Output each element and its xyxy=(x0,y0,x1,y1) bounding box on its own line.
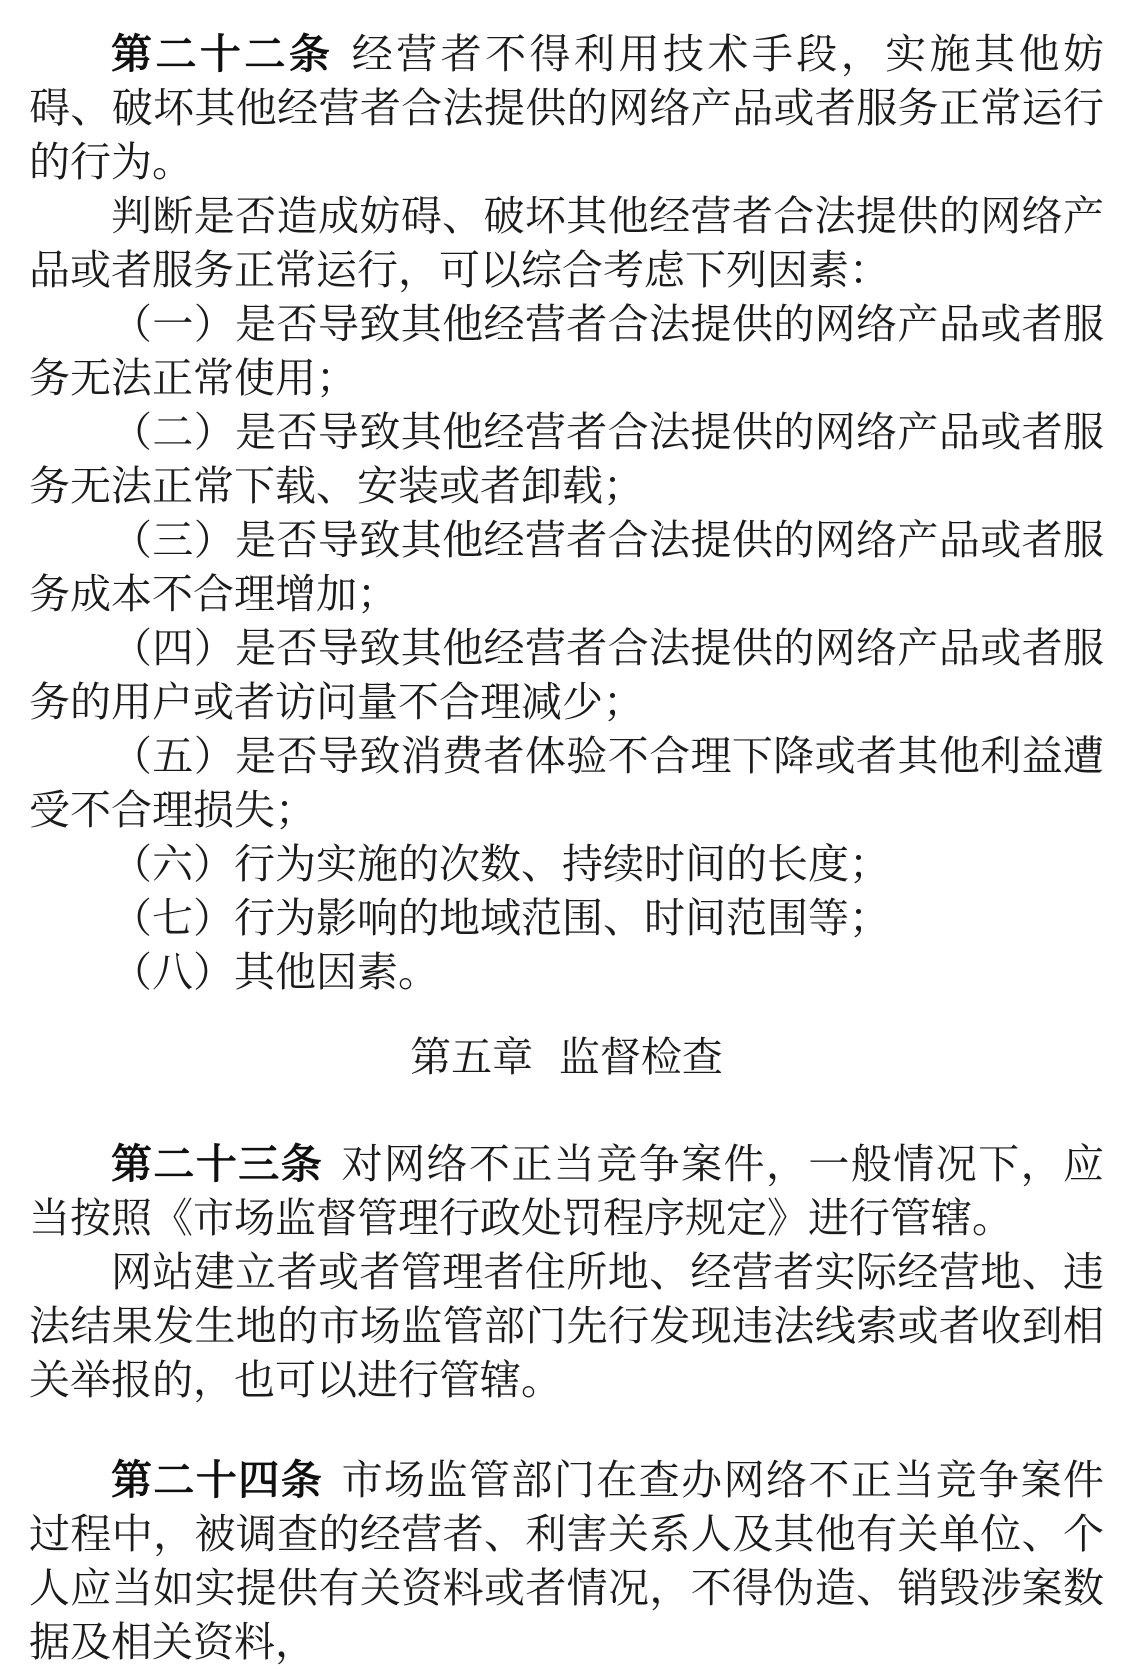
article-23-text: 对网络不正当竞争案件，一般情况下，应当按照《市场监督管理行政处罚程序规定》进行管辖。 xyxy=(29,1141,1105,1241)
factor-item-4: （四）是否导致其他经营者合法提供的网络产品或者服务的用户或者访问量不合理减少； xyxy=(29,625,1104,725)
article-23-paragraph-1 xyxy=(29,1137,1104,1245)
factor-item-6: （六）行为实施的次数、持续时间的长度； xyxy=(111,841,890,887)
factor-item-3: （三）是否导致其他经营者合法提供的网络产品或者服务成本不合理增加； xyxy=(29,517,1104,617)
judging-intro-paragraph: 判断是否造成妨碍、破坏其他经营者合法提供的网络产品或者服务正常运行，可以综合考虑下列因素： xyxy=(29,193,1104,293)
factor-item-7: （七）行为影响的地域范围、时间范围等； xyxy=(111,895,890,941)
article-22-paragraph-1 xyxy=(29,27,1104,189)
factor-item-2: （二）是否导致其他经营者合法提供的网络产品或者服务无法正常下载、安装或者卸载； xyxy=(29,409,1104,509)
article-24-text: 市场监管部门在查办网络不正当竞争案件过程中，被调查的经营者、利害关系人及其他有关单位、个人应当如实提供有关资料或者情况，不得伪造、销毁涉案数据及相关资料， xyxy=(29,1457,1105,1665)
article-24-paragraph-1 xyxy=(29,1453,1104,1669)
factor-item-8: （八）其他因素。 xyxy=(111,949,439,995)
article-22-number: 第二十二条 xyxy=(111,31,334,77)
factor-item-1: （一）是否导致其他经营者合法提供的网络产品或者服务无法正常使用； xyxy=(29,301,1104,401)
article-22-text: 经营者不得利用技术手段，实施其他妨碍、破坏其他经营者合法提供的网络产品或者服务正常运行的行为。 xyxy=(29,31,1105,185)
factor-item-5: （五）是否导致消费者体验不合理下降或者其他利益遭受不合理损失； xyxy=(29,733,1104,833)
chapter-5-heading: 第五章 监督检查 xyxy=(410,1034,723,1080)
article-23-number: 第二十三条 xyxy=(111,1141,324,1187)
article-23-paragraph-2: 网站建立者或者管理者住所地、经营者实际经营地、违法结果发生地的市场监管部门先行发现违法线索或者收到相关举报的，也可以进行管辖。 xyxy=(29,1249,1104,1403)
article-24-number: 第二十四条 xyxy=(111,1457,324,1503)
